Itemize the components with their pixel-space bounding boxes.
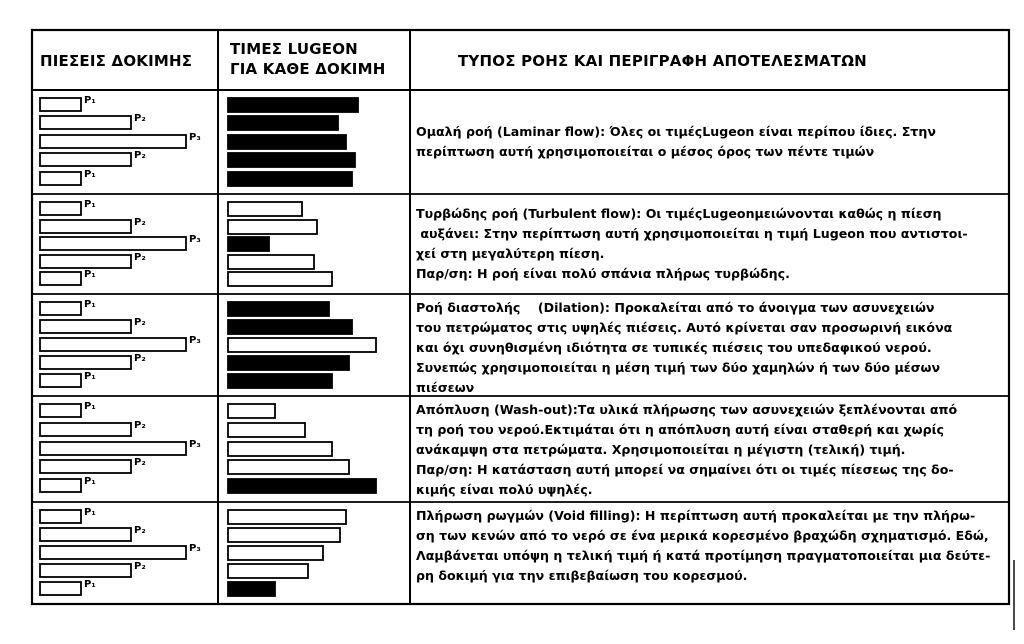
pressure-bar	[40, 479, 81, 492]
pressure-label: P₃	[189, 132, 201, 143]
pressure-label: P₃	[189, 234, 201, 245]
pressure-label: P₂	[134, 457, 146, 468]
pressure-bar	[40, 528, 131, 541]
pressure-label: P₂	[134, 561, 146, 572]
header-test-pressures: ΠΙΕΣΕΙΣ ΔΟΚΙΜΗΣ	[40, 52, 193, 70]
lugeon-bar	[228, 356, 349, 370]
pressure-bar	[40, 442, 186, 455]
pressure-bar	[40, 255, 131, 268]
lugeon-bar	[228, 98, 358, 112]
pressure-label: P₁	[84, 269, 96, 280]
pressure-bar	[40, 172, 81, 185]
pressure-bar	[40, 404, 81, 417]
pressure-bar	[40, 116, 131, 129]
lugeon-bar	[228, 320, 352, 334]
pressure-label: P₂	[134, 113, 146, 124]
pressure-bar	[40, 423, 131, 436]
pressure-bar	[40, 374, 81, 387]
pressure-label: P₁	[84, 507, 96, 518]
pressure-bar	[40, 135, 186, 148]
pressure-label: P₂	[134, 317, 146, 328]
lugeon-bar	[228, 255, 314, 269]
pressure-label: P₂	[134, 525, 146, 536]
lugeon-bar	[228, 479, 376, 493]
header-flow-type-description: ΤΥΠΟΣ ΡΟΗΣ ΚΑΙ ΠΕΡΙΓΡΑΦΗ ΑΠΟΤΕΛΕΣΜΑΤΩΝ	[458, 52, 867, 70]
pressure-label: P₂	[134, 252, 146, 263]
lugeon-bar	[228, 442, 332, 456]
pressure-label: P₁	[84, 371, 96, 382]
pressure-label: P₂	[134, 420, 146, 431]
header-lugeon-values-line1: TIMEΣ LUGEON	[230, 40, 358, 58]
pressure-label: P₃	[189, 335, 201, 346]
pressure-label: P₁	[84, 579, 96, 590]
pressure-label: P₁	[84, 299, 96, 310]
pressure-bar	[40, 582, 81, 595]
lugeon-bar	[228, 153, 355, 167]
pressure-label: P₁	[84, 476, 96, 487]
pressure-bar	[40, 302, 81, 315]
description-dilation: Ροή διαστολής (Dilation): Προκαλείται από το άνοιγμα των ασυνεχειών του πετρώματος στις υψηλές πιέσεις. Αυτό κρίνεται σαν προσωρινή εικόνα και όχι συνηθισμένη ιδιότητα σε τυπικές πιέσεις του υπεδαφικού νερού. Συνεπώς χρησιμοποιείται η μέση τιμή των δύο χαμηλών ή των δύο μέσων πιέσεων	[416, 300, 953, 395]
lugeon-bar	[228, 404, 275, 418]
pressure-label: P₃	[189, 543, 201, 554]
lugeon-bar	[228, 338, 376, 352]
pressure-bar	[40, 153, 131, 166]
lugeon-bar	[228, 202, 302, 216]
lugeon-bar	[228, 564, 308, 578]
lugeon-bar	[228, 510, 346, 524]
pressure-bar	[40, 272, 81, 285]
lugeon-bar	[228, 116, 338, 130]
pressure-bar	[40, 202, 81, 215]
lugeon-bar	[228, 582, 275, 596]
description-turbulent-flow: Τυρβώδης ροή (Turbulent flow): Οι τιμέςLugeonμειώνονται καθώς η πίεση αυξάνει: Στην περίπτωση αυτή χρησιμοποιείται η τιμή Lugeon που αντιστοι- χεί στη μεγαλύτερη πίεση. Παρ/ση: Η ροή είναι πολύ σπάνια πλήρως τυρβώδης.	[416, 206, 968, 281]
lugeon-bar	[228, 237, 269, 251]
lugeon-bar	[228, 302, 329, 316]
lugeon-bar	[228, 528, 340, 542]
lugeon-bar	[228, 272, 332, 286]
header-lugeon-values-line2: ΓΙΑ ΚΑΘΕ ΔΟΚΙΜΗ	[230, 60, 386, 78]
pressure-label: P₁	[84, 95, 96, 106]
pressure-bar	[40, 98, 81, 111]
pressure-bar	[40, 237, 186, 250]
lugeon-bar	[228, 172, 352, 186]
pressure-bar	[40, 546, 186, 559]
pressure-bar	[40, 220, 131, 233]
pressure-bar	[40, 510, 81, 523]
lugeon-bar	[228, 220, 317, 234]
pressure-label: P₂	[134, 353, 146, 364]
pressure-label: P₂	[134, 150, 146, 161]
description-wash-out: Απόπλυση (Wash-out):Τα υλικά πλήρωσης των ασυνεχειών ξεπλένονται από τη ροή του νερού.Εκτιμάται ότι η απόπλυση αυτή είναι σταθερή και χωρίς ανάκαμψη στα πετρώματα. Χρησιμοποιείται η μέγιστη (τελική) τιμή. Παρ/ση: Η κατάσταση αυτή μπορεί να σημαίνει ότι οι τιμές πίεσεως της δο- κιμής είναι πολύ υψηλές.	[416, 402, 958, 497]
pressure-label: P₁	[84, 401, 96, 412]
lugeon-bar	[228, 460, 349, 474]
pressure-bar	[40, 564, 131, 577]
pressure-bar	[40, 356, 131, 369]
pressure-label: P₁	[84, 169, 96, 180]
lugeon-bar	[228, 423, 305, 437]
pressure-label: P₁	[84, 199, 96, 210]
lugeon-bar	[228, 546, 323, 560]
description-void-filling: Πλήρωση ρωγμών (Void filling): Η περίπτωση αυτή προκαλείται με την πλήρω- ση των κενών από το νερό σε ένα μερικά κορεσμένο βραχώδη σχηματισμό. Εδώ, Λαμβάνεται υπόψη η τελική τιμή ή κατά προτίμηση πραγματοποιείται μια δεύτε- ρη δοκιμή για την επιβεβαίωση του κορεσμού.	[416, 508, 991, 583]
pressure-bar	[40, 338, 186, 351]
pressure-bar	[40, 460, 131, 473]
pressure-label: P₃	[189, 439, 201, 450]
lugeon-bar	[228, 135, 346, 149]
pressure-label: P₂	[134, 217, 146, 228]
lugeon-bar	[228, 374, 332, 388]
description-laminar-flow: Ομαλή ροή (Laminar flow): Όλες οι τιμέςLugeon είναι περίπου ίδιες. Στην περίπτωση αυτή χρησιμοποιείται ο μέσος όρος των πέντε τιμών	[416, 124, 936, 159]
pressure-bar	[40, 320, 131, 333]
